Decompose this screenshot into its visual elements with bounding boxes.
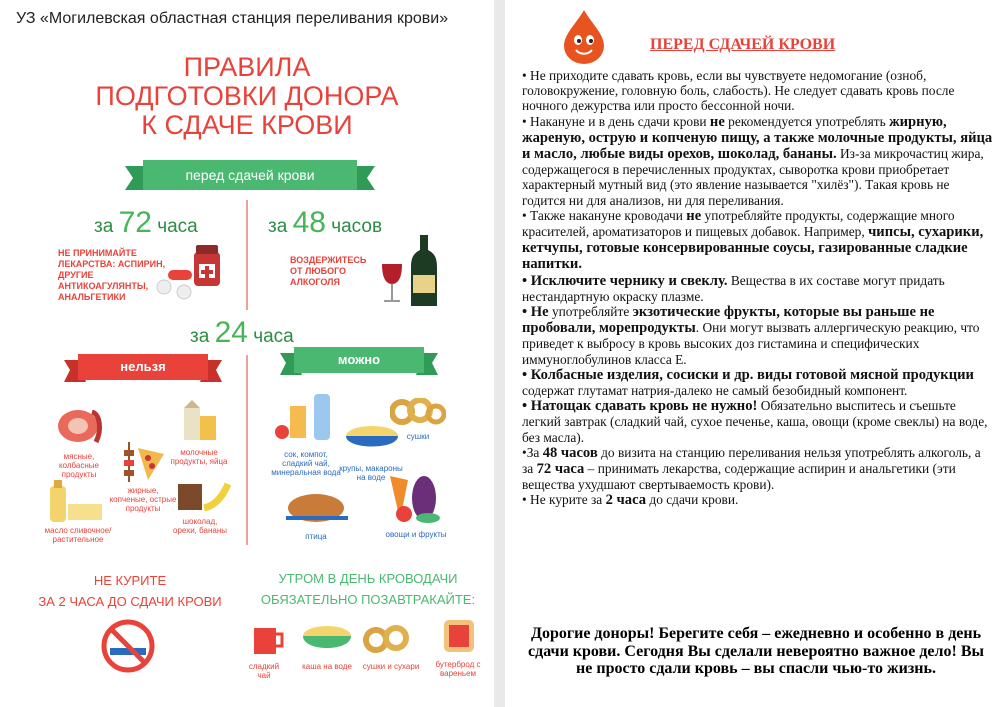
rule-3: • Также накануне кроводачи не употребляйте продукты, содержащие много красителей, ароматизаторов и пищевых добавок. Например, чипсы, сухарики, кетчупы, готовые консервированные соусы, газированные сладкие напитки.	[522, 207, 984, 273]
heading-48h: за 48 часов	[268, 206, 383, 239]
note-72h: НЕ ПРИНИМАЙТЕ ЛЕКАРСТВА: АСПИРИН, ДРУГИЕ АНТИКОАГУЛЯНТЫ, АНАЛЬГЕТИКИ	[58, 248, 166, 302]
sushki-breakfast-icon	[362, 622, 418, 658]
choc-nuts-icon	[176, 478, 232, 514]
sandwich-icon	[440, 616, 480, 656]
sushki-icon	[390, 398, 446, 428]
nosmoke-text: НЕ КУРИТЕ ЗА 2 ЧАСА ДО СДАЧИ КРОВИ	[38, 573, 222, 609]
bird-label: птица	[305, 532, 327, 541]
divider-vertical-bottom	[246, 355, 248, 545]
meat-label: мясные, колбасные продукты	[59, 452, 99, 479]
closing-message: Дорогие доноры! Берегите себя – ежедневно и особенно в день сдачи крови. Сегодня Вы сделали невероятно важное дело! Вы не просто сдали кровь – вы спасли чью-то жизнь.	[528, 625, 984, 677]
butter-label: масло сливочное/ растительное	[44, 526, 112, 544]
ribbon-before-label: перед сдачей крови	[185, 167, 315, 183]
organization-header: УЗ «Могилевская областная станция переливания крови»	[16, 10, 449, 27]
rule-7: • Натощак сдавать кровь не нужно! Обязательно выспитесь и съешьте легкий завтрак (сладкий чай, сухое печенье, каша, овощи (кроме свеклы) на воде, без масла).	[522, 398, 988, 445]
meat-icon	[54, 404, 104, 448]
cereal-label: крупы, макароны на воде	[339, 464, 403, 482]
drinks-label: сок, компот, сладкий чай, минеральная вода	[271, 450, 341, 477]
sushki-label: сушки	[406, 432, 430, 441]
ribbon-no-label: нельзя	[120, 359, 166, 374]
rule-6: • Колбасные изделия, сосиски и др. виды готовой мясной продукции содержат глутамат натрия-далеко не самый безобидный компонент.	[522, 366, 974, 399]
choc-label: шоколад, орехи, бананы	[173, 517, 227, 535]
sandwich-label: бутерброд с вареньем	[435, 660, 481, 678]
rule-5: • Не употребляйте экзотические фрукты, которые вы раньше не пробовали, морепродукты. Они могут вызвать аллергическую реакцию, что приведет к выбросу в кровь высоких доз гистамина и специфических иммуноглобулинов класса Е.	[522, 304, 980, 367]
right-title: ПЕРЕД СДАЧЕЙ КРОВИ	[650, 36, 836, 53]
dairy-icon	[180, 400, 220, 444]
veg-label: овощи и фрукты	[385, 530, 447, 539]
wine-icon	[378, 230, 440, 310]
pills-icon	[152, 242, 232, 304]
ribbon-yes-label: можно	[337, 352, 381, 367]
kasha-icon	[300, 622, 354, 660]
veg-icon	[380, 470, 444, 526]
rule-2: • Накануне и в день сдачи крови не рекомендуется употреблять жирную, жареную, острую и копченую пищу, а также молочные продукты, яйца и масло, любые виды орехов, шоколад, бананы. Из-за микрочастиц жира, содержащегося в перечисленных продуктах, сыворотка крови приобретает характерный мутный вид (это явление называется "хилёз"). Такая кровь не годится ни для анализов, ни для переливания.	[522, 113, 993, 208]
fried-label: жирные, копченые, острые продукты	[109, 486, 177, 513]
rules-text	[522, 68, 994, 509]
blood-drop-mascot-icon	[562, 8, 606, 64]
drinks-icon	[274, 392, 344, 444]
tea-icon	[250, 622, 286, 658]
heading-24h: за 24 часа	[190, 316, 294, 349]
rule-1: • Не приходите сдавать кровь, если вы чувствуете недомогание (озноб, головокружение, головную боль, слабость). Не следует сдавать кровь после ночного дежурства или просто бессонной ночи.	[522, 68, 955, 114]
dairy-label: молочные продукты, яйца	[170, 448, 228, 466]
no-smoking-icon	[100, 618, 156, 674]
poster-title: ПРАВИЛА ПОДГОТОВКИ ДОНОРА К СДАЧЕ КРОВИ	[95, 52, 399, 140]
sushki-breakfast-label: сушки и сухари	[362, 662, 420, 671]
rule-4: • Исключите чернику и свеклу. Вещества в их составе могут придать нестандартную окраску плазме.	[522, 272, 945, 304]
kasha-label: каша на воде	[302, 662, 352, 671]
left-page	[0, 0, 494, 707]
rule-9: • Не курите за 2 часа до сдачи крови.	[522, 492, 739, 509]
note-48h: ВОЗДЕРЖИТЕСЬ ОТ ЛЮБОГО АЛКОГОЛЯ	[290, 255, 367, 287]
bird-icon	[282, 486, 352, 528]
tea-label: сладкий чай	[248, 662, 280, 680]
skewer-pizza-icon	[118, 440, 168, 485]
divider-vertical-top	[246, 200, 248, 310]
rule-8: •За 48 часов до визита на станцию переливания нельзя употреблять алкоголь, а за 72 часа – принимать лекарства, содержащие аспирин и анальгетики (эти вещества ухудшают свертываемость крови).	[522, 444, 981, 493]
breakfast-text: УТРОМ В ДЕНЬ КРОВОДАЧИ ОБЯЗАТЕЛЬНО ПОЗАВТРАКАЙТЕ:	[260, 571, 476, 607]
heading-72h: за 72 часа	[94, 206, 198, 239]
butter-oil-icon	[46, 478, 106, 524]
right-page	[505, 0, 1000, 707]
